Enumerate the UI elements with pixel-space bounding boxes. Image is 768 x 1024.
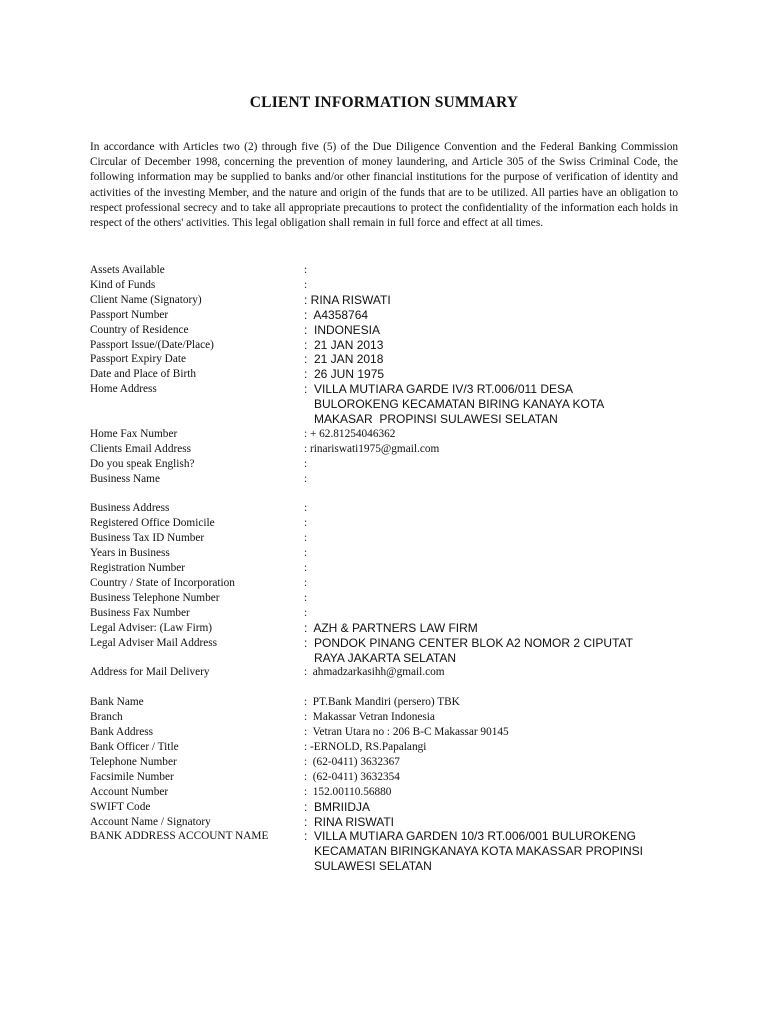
field-label: Legal Adviser Mail Address [90, 636, 218, 649]
field-value: : INDONESIA [304, 322, 381, 337]
field-label: Client Name (Signatory) [90, 293, 202, 306]
field-row [90, 293, 690, 308]
field-label: Business Fax Number [90, 606, 190, 619]
field-row [90, 427, 690, 442]
field-value: : A4358764 [304, 307, 369, 322]
field-value: : 152.00110.56880 [304, 785, 392, 798]
field-row [90, 785, 690, 800]
field-value: : [304, 517, 308, 530]
field-label: SWIFT Code [90, 800, 151, 813]
field-label: Account Name / Signatory [90, 815, 211, 828]
field-value: : Makassar Vetran Indonesia [304, 711, 435, 724]
field-row [90, 591, 690, 606]
field-value: : [304, 591, 308, 604]
field-label: Passport Issue/(Date/Place) [90, 338, 214, 351]
field-value: : [304, 562, 308, 575]
field-row [90, 576, 690, 591]
field-label: Business Tax ID Number [90, 532, 205, 545]
field-label: Legal Adviser: (Law Firm) [90, 621, 213, 634]
field-label: Country / State of Incorporation [90, 577, 235, 590]
field-row [90, 531, 690, 546]
field-row [90, 710, 690, 725]
field-row [90, 382, 690, 427]
field-row [90, 546, 690, 561]
field-label: Do you speak English? [90, 457, 195, 470]
field-value: : AZH & PARTNERS LAW FIRM [304, 620, 478, 635]
field-row [90, 665, 690, 680]
field-value: : (62-0411) 3632354 [304, 770, 400, 783]
field-value: : (62-0411) 3632367 [304, 755, 400, 768]
field-value: : [304, 457, 308, 470]
field-value: : BMRIIDJA [304, 799, 371, 814]
field-label: Telephone Number [90, 755, 177, 768]
field-label: Business Address [90, 502, 170, 515]
field-value: : VILLA MUTIARA GARDE IV/3 RT.006/011 DESA BULOROKENG KECAMATAN BIRING KANAYA KOTA MAKASAR PROPINSI SULAWESI SELATAN [304, 382, 605, 427]
field-row [90, 725, 690, 740]
field-row [90, 367, 690, 382]
field-row [90, 308, 690, 323]
field-row [90, 352, 690, 367]
field-label: Registration Number [90, 562, 186, 575]
field-row [90, 636, 690, 666]
spacer [90, 680, 690, 695]
field-value: : 21 JAN 2013 [304, 337, 384, 352]
field-value: : + 62.81254046362 [304, 427, 396, 440]
intro-paragraph: In accordance with Articles two (2) through five (5) of the Due Diligence Convention and the Federal Banking Commission Circular of December 1998, concerning the prevention of money laundering, and Article 305 of the Swiss Criminal Code, the following information may be supplied to banks and/or other financial institutions for the purpose of verification of identity and activities of the investing Member, and the nature and origin of the funds that are to be utilized. All parties have an obligation to respect professional secrecy and to take all appropriate precautions to protect the confidentiality of the information each holds in respect of the others' activities. This legal obligation shall remain in full force and effect at all times. [90, 141, 678, 230]
field-value: : VILLA MUTIARA GARDEN 10/3 RT.006/001 BULUROKENG KECAMATAN BIRINGKANAYA KOTA MAKASSAR PROPINSI SULAWESI SELATAN [304, 829, 643, 874]
field-label: Registered Office Domicile [90, 517, 215, 530]
field-value: : -ERNOLD, RS.Papalangi [304, 740, 427, 753]
field-value: : Vetran Utara no : 206 B-C Makassar 90145 [304, 726, 509, 739]
field-label: BANK ADDRESS ACCOUNT NAME [90, 830, 269, 843]
field-row [90, 815, 690, 830]
field-label: Date and Place of Birth [90, 368, 197, 381]
field-row [90, 695, 690, 710]
field-row [90, 561, 690, 576]
field-row [90, 829, 690, 874]
field-row [90, 800, 690, 815]
field-label: Business Telephone Number [90, 591, 220, 604]
field-row [90, 472, 690, 487]
field-row [90, 457, 690, 472]
field-label: Account Number [90, 785, 169, 798]
field-label: Passport Expiry Date [90, 353, 187, 366]
field-value: : ahmadzarkasihh@gmail.com [304, 666, 445, 679]
field-value: : 21 JAN 2018 [304, 352, 384, 367]
field-value: : [304, 502, 308, 515]
document-title: CLIENT INFORMATION SUMMARY [249, 94, 519, 111]
field-row [90, 501, 690, 516]
field-row [90, 338, 690, 353]
field-row [90, 442, 690, 457]
field-value: : PT.Bank Mandiri (persero) TBK [304, 696, 460, 709]
field-value: : [304, 278, 308, 291]
field-value: : [304, 606, 308, 619]
field-label: Home Address [90, 383, 157, 396]
field-label: Passport Number [90, 308, 169, 321]
field-row [90, 606, 690, 621]
field-value: : [304, 472, 308, 485]
field-row [90, 740, 690, 755]
field-label: Assets Available [90, 264, 165, 276]
field-value: : [304, 577, 308, 590]
field-row [90, 621, 690, 636]
field-value: : [304, 264, 308, 276]
field-value: : RINA RISWATI [304, 292, 391, 307]
field-label: Business Name [90, 472, 160, 485]
field-value: : [304, 532, 308, 545]
field-label: Clients Email Address [90, 442, 192, 455]
field-value: : PONDOK PINANG CENTER BLOK A2 NOMOR 2 CIPUTAT RAYA JAKARTA SELATAN [304, 635, 633, 665]
field-row [90, 263, 690, 278]
field-row [90, 516, 690, 531]
field-value: : rinariswati1975@gmail.com [304, 442, 440, 455]
field-row [90, 278, 690, 293]
field-label: Home Fax Number [90, 427, 178, 440]
field-label: Bank Officer / Title [90, 740, 179, 753]
field-label: Bank Address [90, 726, 154, 739]
field-label: Country of Residence [90, 323, 189, 336]
field-row [90, 323, 690, 338]
field-label: Address for Mail Delivery [90, 666, 210, 679]
field-label: Years in Business [90, 547, 170, 560]
spacer [90, 487, 690, 502]
field-row [90, 755, 690, 770]
field-row [90, 770, 690, 785]
field-label: Kind of Funds [90, 278, 156, 291]
field-value: : 26 JUN 1975 [304, 367, 385, 382]
field-label: Bank Name [90, 696, 144, 709]
field-label: Branch [90, 711, 123, 724]
client-fields [90, 263, 690, 874]
field-value: : RINA RISWATI [304, 814, 395, 829]
field-value: : [304, 547, 308, 560]
field-label: Facsimile Number [90, 770, 174, 783]
